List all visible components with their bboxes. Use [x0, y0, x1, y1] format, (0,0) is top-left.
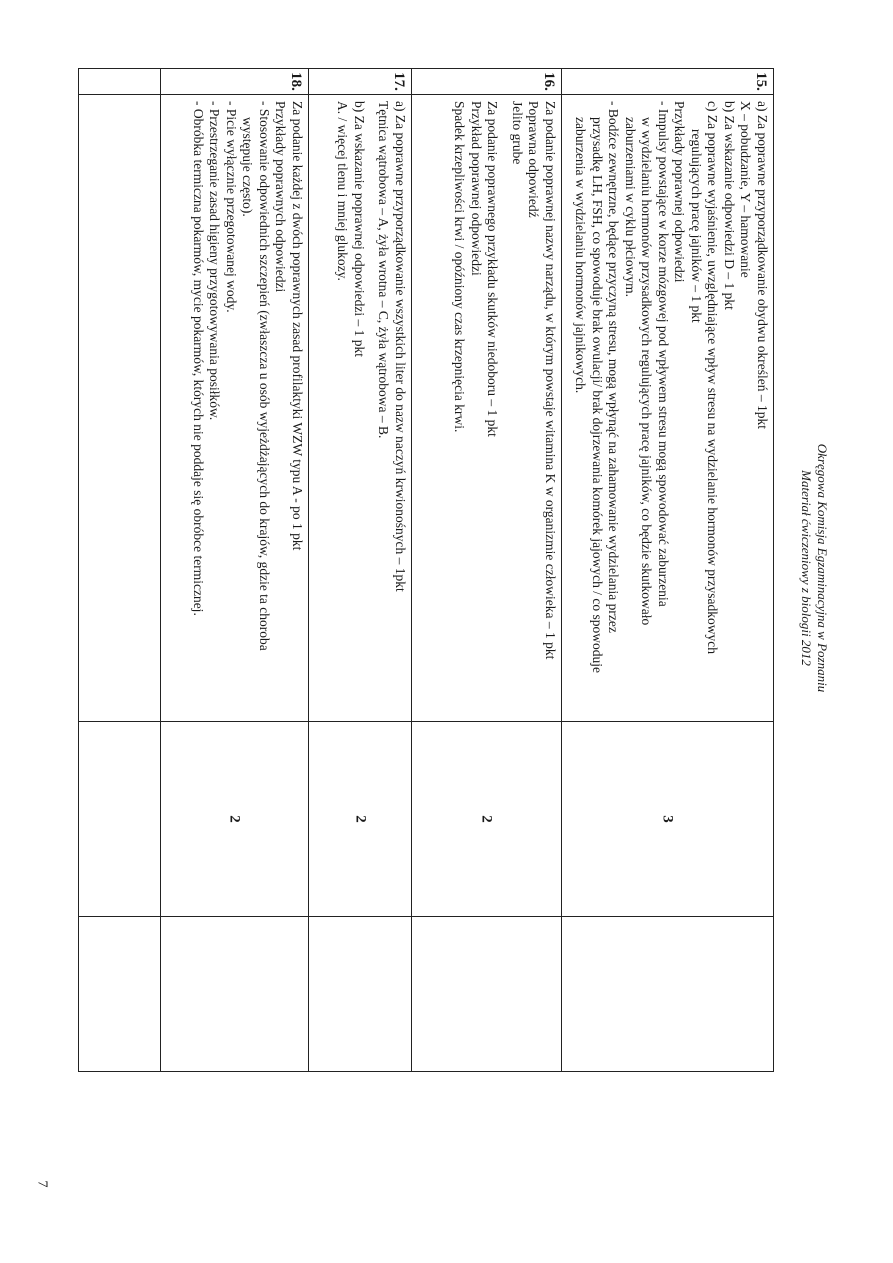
table-row — [561, 69, 773, 1071]
task-criteria — [309, 95, 411, 722]
empty-cell — [79, 69, 160, 95]
empty-cell — [79, 95, 160, 722]
task-criteria — [161, 95, 308, 722]
page-header — [798, 318, 830, 818]
criteria-line: przysadkę LH, FSH, co spowoduje brak owulacji/ brak dojrzewania komórek jajowych / co spowoduje — [590, 117, 605, 673]
task-number: 16. — [412, 69, 561, 95]
task-points — [412, 722, 561, 917]
table-row — [160, 69, 308, 1071]
empty-cell — [79, 917, 160, 1071]
rotated-content — [70, 68, 830, 1072]
empty-cell — [562, 917, 773, 1071]
criteria-line: c) Za poprawne wyjaśnienie, uwzględniające wpływ stresu na wydzielanie hormonów przysadkowych — [705, 101, 721, 654]
empty-cell — [161, 917, 308, 1071]
task-number: 18. — [161, 69, 308, 95]
task-number: 15. — [562, 69, 773, 95]
table-row — [411, 69, 561, 1071]
criteria-line: zaburzeniami w cyklu płciowym. — [623, 117, 638, 297]
answer-key-table — [78, 68, 774, 1072]
criteria-line: w wydzielaniu hormonów przysadkowych regulujących pracę jajników, co będzie skutkowało — [639, 117, 655, 626]
table-row — [308, 69, 411, 1071]
criteria-line: - Picie wyłącznie przegotowanej wody. — [224, 101, 239, 313]
criteria-line: - Przestrzeganie zasad higieny przygotowywania posiłków. — [207, 101, 223, 421]
task-points — [562, 722, 773, 917]
criteria-line: Przykłady poprawnych odpowiedzi — [273, 101, 289, 293]
criteria-line: Przykład poprawnej odpowiedzi — [469, 101, 484, 276]
points-value: 2 — [227, 815, 243, 823]
criteria-line: Poprawna odpowiedź — [526, 101, 542, 218]
criteria-line: - Impulsy powstające w korze mózgowej pod wpływem stresu mogą spowodować zaburzenia — [656, 101, 671, 607]
criteria-line: regulujących pracę jajników – 1 pkt — [689, 129, 704, 323]
task-criteria — [412, 95, 561, 722]
task-points — [309, 722, 411, 917]
criteria-line: A. / więcej tlenu i mniej glukozy. — [335, 101, 351, 281]
criteria-line: zaburzenia w wydzielaniu hormonów jajnikowych. — [573, 117, 589, 394]
points-value: 2 — [352, 815, 369, 823]
criteria-line: Za podanie poprawnego przykładu skutków niedoboru – 1 pkt — [485, 101, 501, 437]
criteria-line: X – pobudzanie, Y – hamowanie — [738, 101, 754, 278]
criteria-line: Za podanie każdej z dwóch poprawnych zasad profilaktyki WZW typu A - po 1 pkt — [290, 101, 305, 551]
task-points — [161, 722, 308, 917]
empty-cell — [79, 722, 160, 917]
criteria-line: - Stosowanie odpowiednich szczepień (zwłaszcza u osób wyjeżdżających do krajów, gdzie ta choroba — [257, 101, 272, 651]
points-value: 3 — [660, 815, 676, 823]
empty-cell — [309, 917, 411, 1071]
criteria-line: Jelito grube — [510, 101, 525, 165]
criteria-line — [367, 101, 375, 715]
criteria-line: a) Za poprawne przyporządkowanie obydwu określeń – 1pkt — [755, 101, 770, 430]
page-number: 7 — [34, 1180, 50, 1188]
points-value: 2 — [479, 815, 495, 823]
criteria-line: b) Za wskazanie odpowiedzi D – 1 pkt — [722, 101, 737, 310]
table-row-empty — [79, 69, 160, 1071]
criteria-line: Za podanie poprawnej nazwy narządu, w którym powstaje witamina K w organizmie człowieka – 1 pkt — [543, 101, 558, 660]
criteria-line — [501, 101, 509, 715]
criteria-line: Przykłady poprawnej odpowiedzi — [672, 101, 688, 283]
task-number: 17. — [309, 69, 411, 95]
task-criteria — [562, 95, 773, 722]
header-line-2: Materiał ćwiczeniowy z biologii 2012 — [799, 470, 814, 666]
criteria-line: Tętnica wątrobowa – A, żyła wrotna – C, żyła wątrobowa – B. — [376, 101, 392, 439]
criteria-line: a) Za poprawne przyporządkowanie wszystkich liter do nazw naczyń krwionośnych – 1pkt — [393, 101, 408, 592]
criteria-line: występuje często). — [240, 117, 256, 217]
criteria-line: - Obróbka termiczna pokarmów, mycie pokarmów, których nie poddaje się obróbce termicznej. — [191, 101, 206, 616]
header-line-1: Okręgowa Komisja Egzaminacyjna w Poznaniu — [815, 443, 830, 693]
criteria-line: - Bodźce zewnętrzne, będące przyczyną stresu, mogą wpłynąć na zahamowanie wydzielania przez — [606, 101, 622, 633]
criteria-line: b) Za wskazanie poprawnej odpowiedzi – 1 pkt — [352, 101, 367, 358]
criteria-line: Spadek krzepliwości krwi / opóźniony czas krzepnięcia krwi. — [452, 101, 468, 433]
empty-cell — [412, 917, 561, 1071]
